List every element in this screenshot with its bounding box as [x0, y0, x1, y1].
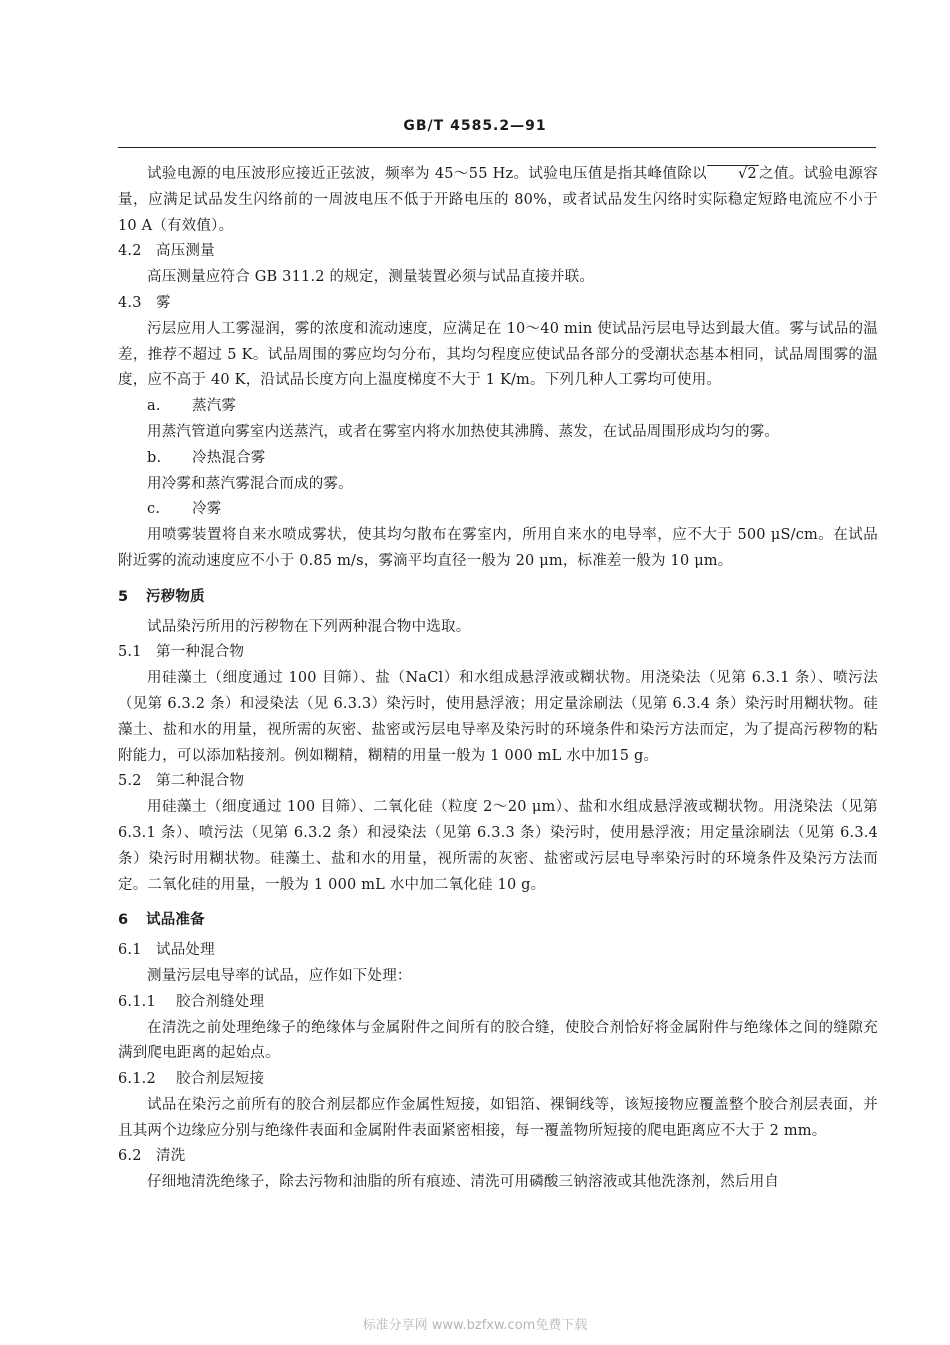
item-c-text: 用喷雾装置将自来水喷成雾状，使其均匀散布在雾室内，所用自来水的电导率，应不大于 500 μS/cm。在试品附近雾的流动速度应不小于 0.85 m/s，雾滴平均直径一般为 20 μm，标准差一般为 10 μm。 [118, 527, 878, 569]
section-6-1-text: 测量污层电导率的试品，应作如下处理： [147, 967, 412, 984]
section-4-2-heading: 4.2 高压测量 [118, 243, 215, 260]
paragraph-voltage: 试验电源的电压波形应接近正弦波，频率为 45～55 Hz。试验电压值是指其峰值除以 √2 之值。试验电源容量，应满足试品发生闪络前的一周波电压不低于开路电压的 80%，或者试品发生闪络时实际稳定短路电流应不小于 10 A（有效值）。 [118, 166, 878, 234]
sqrt-symbol: √2 [707, 165, 759, 182]
section-6-1-heading: 6.1 试品处理 [118, 942, 215, 959]
section-6-1-2-heading: 6.1.2 胶合剂层短接 [118, 1071, 265, 1088]
section-4-3-text: 污层应用人工雾湿润，雾的浓度和流动速度，应满足在 10～40 min 使试品污层电导达到最大值。雾与试品的温差，推荐不超过 5 K。试品周围的雾应均匀分布，其均匀程度应使试品各部分的受潮状态基本相同，试品周围雾的温度，应不高于 40 K，沿试品长度方向上温度梯度不大于 1 K/m。下列几种人工雾均可使用。 [118, 320, 878, 389]
item-a-text: 用蒸汽管道向雾室内送蒸汽，或者在雾室内将水加热使其沸腾、蒸发，在试品周围形成均匀的雾。 [147, 423, 780, 440]
section-6-1-2-text: 试品在染污之前所有的胶合剂层都应作金属性短接，如铝箔、裸铜线等，该短接物应覆盖整个胶合剂层表面，并且其两个边缘应分别与绝缘件表面和金属附件表面紧密相接，每一覆盖物所短接的爬电距离应不大于 2 mm。 [118, 1096, 878, 1139]
item-b-text: 用冷雾和蒸汽雾混合而成的雾。 [147, 475, 353, 492]
section-6-2-text: 仔细地清洗绝缘子，除去污物和油脂的所有痕迹、清洗可用磷酸三钠溶液或其他洗涤剂，然后用自 [147, 1174, 780, 1191]
footer-watermark: 标准分享网 www.bzfxw.com免费下载 [362, 1318, 588, 1333]
section-6-1-1-text: 在清洗之前处理绝缘子的绝缘体与金属附件之间所有的胶合缝，使胶合剂恰好将金属附件与绝缘体之间的缝隙充满到爬电距离的起始点。 [118, 1019, 878, 1062]
document-body [118, 162, 878, 1196]
section-5-2-heading: 5.2 第二种混合物 [118, 773, 245, 790]
header-rule [118, 147, 876, 148]
section-6-2-heading: 6.2 清洗 [118, 1148, 186, 1165]
item-c-heading: c. 冷雾 [147, 501, 222, 518]
section-5-heading: 5 污秽物质 [118, 588, 205, 605]
item-b-heading: b. 冷热混合雾 [147, 449, 266, 466]
section-4-3-heading: 4.3 雾 [118, 294, 171, 311]
section-6-heading: 6 试品准备 [118, 912, 205, 929]
section-5-1-text: 用硅藻土（细度通过 100 目筛）、盐（NaCl）和水组成悬浮液或糊状物。用浇染法（见第 6.3.1 条）、喷污法（见第 6.3.2 条）和浸染法（见 6.3.3）染污时，使用悬浮液；用定量涂刷法（见第 6.3.4 条）染污时用糊状物。硅藻土、盐和水的用量，视所需的灰密、盐密或污层电导率及染污时的环境条件和染污方法而定，为了提高污秽物的粘附能力，可以添加粘接剂。例如糊精，糊精的用量一般为 1 000 mL 水中加15 g。 [118, 670, 878, 764]
section-5-1-heading: 5.1 第一种混合物 [118, 644, 245, 661]
page-header: GB/T 4585.2—91 [403, 118, 547, 134]
section-6-1-1-heading: 6.1.1 胶合剂缝处理 [118, 993, 265, 1010]
section-5-text: 试品染污所用的污秽物在下列两种混合物中选取。 [147, 618, 471, 635]
section-5-2-text: 用硅藻土（细度通过 100 目筛）、二氧化硅（粒度 2～20 μm）、盐和水组成悬浮液或糊状物。用浇染法（见第 6.3.1 条）、喷污法（见第 6.3.2 条）和浸染法（见第 6.3.3 条）染污时，使用悬浮液；用定量涂刷法（见第 6.3.4 条）染污时用糊状物。硅藻土、盐和水的用量，视所需的灰密、盐密或污层电导率染污时的环境条件及染污方法而定。二氧化硅的用量，一般为 1 000 mL 水中加二氧化硅 10 g。 [118, 799, 878, 893]
item-a-heading: a. 蒸汽雾 [147, 398, 237, 415]
section-4-2-text: 高压测量应符合 GB 311.2 的规定，测量装置必须与试品直接并联。 [147, 269, 595, 286]
